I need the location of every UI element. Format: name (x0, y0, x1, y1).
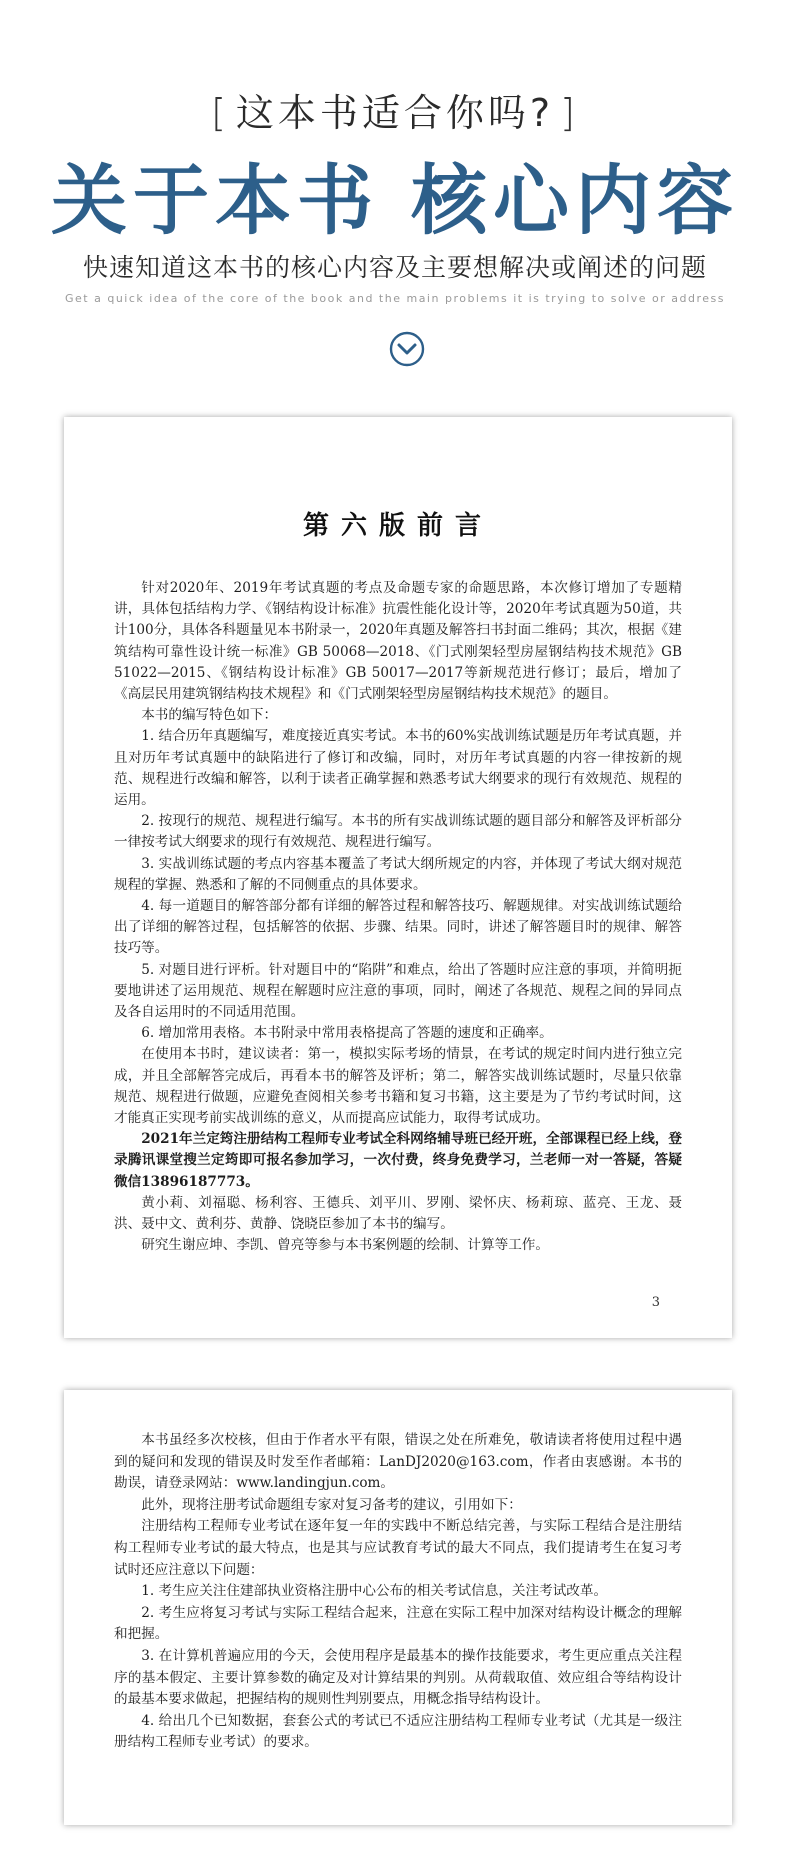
question-heading (0, 82, 790, 137)
bracket-left: [ (211, 91, 230, 135)
paragraph: 注册结构工程师专业考试在逐年复一年的实践中不断总结完善，与实际工程结合是注册结构工程师专业考试的最大特点，也是其与应试教育考试的最大不同点，我们提请考生在复习考试时还应注意以下问题： (114, 1518, 682, 1578)
subtitle: 快速知道这本书的核心内容及主要想解决或阐述的问题 (82, 253, 707, 282)
paragraph: 4. 给出几个已知数据，套套公式的考试已不适应注册结构工程师专业考试（尤其是一级注册结构工程师专业考试）的要求。 (114, 1712, 682, 1751)
paragraph: 针对2020年、2019年考试真题的考点及命题专家的命题思路，本次修订增加了专题精讲，具体包括结构力学、《钢结构设计标准》抗震性能化设计等，2020年考试真题为50道，共计100分，具体各科题量见本书附录一，2020年真题及解答扫书封面二维码；其次，根据《建筑结构可靠性设计统一标准》GB 50068—2018、《门式刚架轻型房屋钢结构技术规范》GB 51022—2015、《钢结构设计标准》GB 50017—2017等新规范进行修订；最后，增加了《高层民用建筑钢结构技术规程》和《门式刚架轻型房屋钢结构技术规范》的题目。 (114, 580, 682, 703)
second-page-body (114, 1430, 682, 1754)
chevron-down-circle-icon (388, 330, 426, 368)
bracket-right: ] (560, 91, 579, 135)
paragraph: 2. 按现行的规范、规程进行编写。本书的所有实战训练试题的题目部分和解答及评析部分一律按考试大纲要求的现行有效规范、规程进行编写。 (114, 813, 682, 851)
paragraph: 本书的编写特色如下： (141, 707, 278, 724)
page-number: 3 (651, 1295, 660, 1310)
preface-title: 第六版前言 (302, 511, 493, 541)
paragraph: 1. 结合历年真题编写，难度接近真实考试。本书的60%实战训练试题是历年考试真题，并且对历年考试真题中的缺陷进行了修订和改编，同时，对历年考试真题的内容一律按新的规范、规程进行改编和解答，以利于读者正确掌握和熟悉考试大纲要求的现行有效规范、规程的运用。 (114, 728, 682, 809)
paragraph: 3. 在计算机普遍应用的今天，会使用程序是最基本的操作技能要求，考生更应重点关注程序的基本假定、主要计算参数的确定及对计算结果的判别。从荷载取值、效应组合等结构设计的最基本要求做起，把握结构的规则性判别要点，用概念指导结构设计。 (114, 1647, 682, 1708)
paragraph: 在使用本书时，建议读者：第一，模拟实际考场的情景，在考试的规定时间内进行独立完成，并且全部解答完成后，再看本书的解答及评析；第二，解答实战训练试题时，尽量只依靠规范、规程进行做题，应避免查阅相关参考书籍和复习书籍，这主要是为了节约考试时间，这才能真正实现考前实战训练的意义，从而提高应试能力，取得考试成功。 (114, 1046, 682, 1127)
course-notice-paragraph: 2021年兰定筠注册结构工程师专业考试全科网络辅导班已经开班，全部课程已经上线，登录腾讯课堂搜兰定筠即可报名参加学习，一次付费，终身免费学习，兰老师一对一答疑，答疑微信13896187773。 (114, 1131, 682, 1190)
paragraph: 3. 实战训练试题的考点内容基本覆盖了考试大纲所规定的内容，并体现了考试大纲对规范规程的掌握、熟悉和了解的不同侧重点的具体要求。 (114, 855, 682, 893)
paragraph: 2. 考生应将复习考试与实际工程结合起来，注意在实际工程中加深对结构设计概念的理解和把握。 (114, 1604, 682, 1643)
question-text: 这本书适合你吗? (235, 91, 555, 135)
english-subtitle: Get a quick idea of the core of the book and the main problems it is trying to solve or address (65, 292, 725, 305)
paragraph: 此外，现将注册考试命题组专家对复习备考的建议，引用如下： (141, 1496, 522, 1513)
paragraph: 黄小莉、刘福聪、杨利容、王德兵、刘平川、罗刚、梁怀庆、杨莉琼、蓝亮、王龙、聂洪、聂中文、黄利芬、黄静、饶晓臣参加了本书的编写。 (114, 1194, 682, 1233)
paragraph: 1. 考生应关注住建部执业资格注册中心公布的相关考试信息，关注考试改革。 (141, 1583, 608, 1600)
header-banner (0, 0, 790, 400)
paragraph: 6. 增加常用表格。本书附录中常用表格提高了答题的速度和正确率。 (141, 1025, 553, 1042)
main-title-right: 核心内容 (411, 156, 739, 245)
preface-page-scan (64, 417, 732, 1338)
second-page-scan (64, 1390, 732, 1825)
paragraph: 4. 每一道题目的解答部分都有详细的解答过程和解答技巧、解题规律。对实战训练试题给出了详细的解答过程，包括解答的依据、步骤、结果。同时，讲述了解答题目时的规律、解答技巧等。 (114, 898, 682, 957)
main-title-left: 关于本书 (51, 156, 379, 245)
preface-page-body (114, 505, 682, 1257)
paragraph: 本书虽经多次校核，但由于作者水平有限，错误之处在所难免，敬请读者将使用过程中遇到的疑问和发现的错误及时发至作者邮箱：LanDJ2020@163.com，作者由衷感谢。本书的勘误，请登录网站：www.landingjun.com。 (114, 1432, 682, 1492)
paragraph: 研究生谢应坤、李凯、曾亮等参与本书案例题的绘制、计算等工作。 (141, 1237, 549, 1254)
paragraph: 5. 对题目进行评析。针对题目中的“陷阱”和难点，给出了答题时应注意的事项，并简明扼要地讲述了运用规范、规程在解题时应注意的事项，同时，阐述了各规范、规程之间的异同点及各自运用时的不同适用范围。 (114, 961, 682, 1021)
main-title (0, 140, 790, 249)
